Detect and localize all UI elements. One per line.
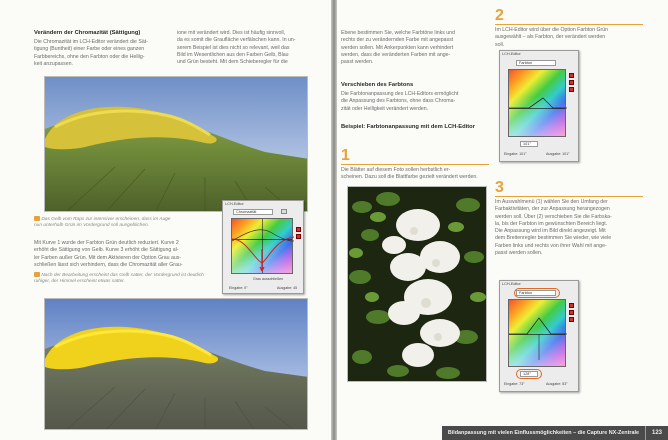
text-line: passt werden sollen. — [495, 250, 543, 257]
text-line: Die Anpassung wird im Bild direkt angezeigt. Mit — [495, 228, 606, 235]
lch-editor-hue-step2[interactable] — [499, 50, 579, 162]
text-line: Mit Kurve 1 wurde der Farbton Grün deutlich reduziert. Kurve 2 — [34, 240, 179, 246]
text-line: Die Chromazität im LCH-Editor verändert die Sät- — [34, 39, 148, 45]
section-heading-chromaticity: Verändern der Chromazität (Sättigung) — [34, 30, 141, 36]
callout-2-highlight — [516, 369, 542, 379]
handle[interactable] — [296, 234, 301, 239]
output-readout: Ausgabe: 45 — [277, 286, 298, 290]
intro-col2 — [177, 30, 317, 66]
example-title: Beispiel: Farbtonanpassung mit dem LCH-Editor — [341, 124, 475, 130]
text-line: Ebene bestimmen Sie, welche Farbtöne links und — [341, 30, 455, 36]
photo-rapeseed-before — [44, 76, 308, 212]
text-line: Bild im Wesentlichen aus den Farben Gelb, Blau — [177, 51, 289, 58]
text-line: rechts der zu verändernden Farbe mit angepasst — [341, 37, 454, 44]
page-number: 123 — [645, 426, 662, 440]
text-line: werden sollen. Mit Ankerpunkten kann verhindert — [341, 44, 454, 51]
text-line: Farbaktivitäten, der zur Anpassung herangezogen — [495, 206, 610, 213]
text-line: Farben links und rechts von ihrer Wahl mit ange- — [495, 242, 607, 249]
handle[interactable] — [569, 80, 574, 85]
input-readout: Eingabe: 0° — [229, 286, 248, 290]
text-line: scheinen. Dazu soll die Blattfarbe gezielt verändert werden. — [341, 174, 478, 181]
handle[interactable] — [569, 317, 574, 322]
caption-line: ruhiger, der Himmel erscheint etwas satter. — [34, 279, 125, 285]
editor-options-button[interactable] — [281, 209, 287, 214]
lch-editor-chromaticity[interactable] — [222, 200, 304, 294]
step3-text — [495, 199, 645, 257]
chroma-color-grid[interactable] — [231, 218, 293, 274]
hue-value-input[interactable]: 128° — [520, 371, 538, 377]
anchor-handles[interactable] — [296, 227, 301, 241]
hue-color-grid[interactable] — [508, 299, 566, 367]
left-page — [0, 0, 331, 440]
text-line: tigung (Buntheit) einer Farbe oder eines ganzen — [34, 46, 145, 53]
text-line: passt werden. — [341, 59, 374, 66]
caption-marker-icon — [34, 216, 40, 221]
text-line: serem Beispiel ist dies nicht so relevant, weil das — [177, 44, 290, 51]
text-line: la, bis der Farbton im gewünschten Bereich liegt. — [495, 220, 608, 227]
handle[interactable] — [569, 87, 574, 92]
step-divider — [495, 196, 643, 197]
text-line: erhöht die Sättigung von Gelb. Kurve 3 erhöht die Sättigung al- — [34, 247, 179, 254]
text-line: Die Blätter auf diesem Foto sollen herbstlich er- — [341, 167, 451, 173]
section-text-hue-shift — [341, 91, 489, 113]
editor-title: LCH-Editor — [225, 202, 244, 206]
text-line: Im LCH-Editor wird über die Option Farbton Grün — [495, 27, 609, 33]
text-line: Farbbereichs, ohne den Farbton oder die Hellig- — [34, 53, 145, 60]
text-line: dem Breitenregler bestimmen Sie wieder, wie viele — [495, 235, 612, 242]
text-line: werden soll. Über (2) verschieben Sie die Farbska- — [495, 213, 612, 220]
lch-editor-hue-step3[interactable] — [499, 280, 579, 392]
handle[interactable] — [296, 227, 301, 232]
text-line: zität oder Helligkeit verändert werden. — [341, 105, 429, 112]
text-line: schließen lässt sich verhindern, dass die Chromazität aller Grau- — [34, 261, 183, 268]
caption-line: nun unterhalb Grün im Vordergrund soll ausgeblichen. — [34, 223, 150, 229]
text-line: ausgewählt – als Farbton, der verändert werden — [495, 34, 606, 41]
text-line: Die Farbtonanpassung des LCH-Editors ermöglicht — [341, 91, 459, 97]
handle[interactable] — [569, 310, 574, 315]
step-divider — [495, 24, 643, 25]
text-line: und Grün besteht. Mit dem Schieberegler für die — [177, 59, 288, 66]
anchor-handles[interactable] — [569, 303, 574, 324]
hue-curve-overlay — [509, 70, 567, 138]
caption-1 — [34, 216, 214, 230]
step-number-1: 1 — [341, 147, 350, 164]
callout-1-highlight — [514, 288, 560, 298]
step-number-2: 2 — [495, 7, 504, 24]
rapeseed-field-image — [45, 77, 308, 212]
photo-rapeseed-after — [44, 298, 308, 430]
hue-color-grid[interactable] — [508, 69, 566, 137]
output-readout: Ausgabe: 101° — [546, 152, 570, 156]
text-line: da es somit die Graufläche verfälschen kann. In un- — [177, 37, 296, 44]
hue-value-input[interactable]: 101° — [520, 141, 538, 147]
text-line: keit anzupassen. — [34, 60, 73, 67]
step-number-3: 3 — [495, 179, 504, 196]
curves-overlay — [232, 219, 294, 275]
handle[interactable] — [569, 73, 574, 78]
input-readout: Eingabe: 73° — [504, 382, 525, 386]
caption-text: Nach der Bearbeitung erscheint das Gelb satter, der Vordergrund ist deutlich — [41, 272, 204, 278]
rapeseed-field-image — [45, 299, 308, 430]
step2-text — [495, 27, 645, 49]
caption-text: Das Gelb vom Raps zur intensiver erscheinen, dass im Auge — [41, 216, 171, 222]
leaves-blossoms-image — [348, 187, 487, 382]
right-page — [337, 0, 668, 440]
caption-2 — [34, 272, 219, 286]
text-line: Im Auswahlmenü (1) wählen Sie den Umfang der — [495, 199, 608, 205]
step1-text — [341, 167, 489, 182]
running-title: Bildanpassung mit vielen Einflussmöglichkeiten – die Capture NX-Zentrale — [447, 430, 639, 436]
output-readout: Ausgabe: 53° — [546, 382, 568, 386]
caption-marker-icon — [34, 272, 40, 277]
channel-dropdown[interactable]: Farbton — [516, 290, 556, 296]
input-readout: Eingabe: 101° — [504, 152, 527, 156]
step-divider — [341, 164, 489, 165]
photo-leaves — [347, 186, 487, 382]
gray-exclude-label[interactable]: Grau ausschließen — [253, 277, 284, 281]
section-title-hue-shift: Verschieben des Farbtons — [341, 82, 414, 88]
text-line: werden, dass die veränderten Farben mit ange- — [341, 51, 451, 58]
handle[interactable] — [569, 303, 574, 308]
text-line: die Anpassung des Farbtons, ohne dass Chroma- — [341, 98, 456, 105]
right-col1-top — [341, 30, 489, 66]
anchor-handles[interactable] — [569, 73, 574, 94]
intro-col1 — [34, 39, 172, 68]
text-line: ione mit verändert wird. Dies ist häufig sinnvoll, — [177, 30, 286, 36]
body-mid — [34, 240, 224, 269]
editor-title: LCH-Editor — [502, 282, 521, 286]
page-footer — [442, 426, 668, 440]
text-line: soll. — [495, 41, 505, 48]
editor-title: LCH-Editor — [502, 52, 521, 56]
channel-dropdown[interactable]: Farbton — [516, 60, 556, 66]
hue-curve-overlay — [509, 300, 567, 368]
channel-dropdown[interactable]: Chromazität — [233, 209, 273, 215]
text-line: ler Farben außer Grün. Mit dem Aktivieren der Option Grau aus- — [34, 254, 182, 261]
